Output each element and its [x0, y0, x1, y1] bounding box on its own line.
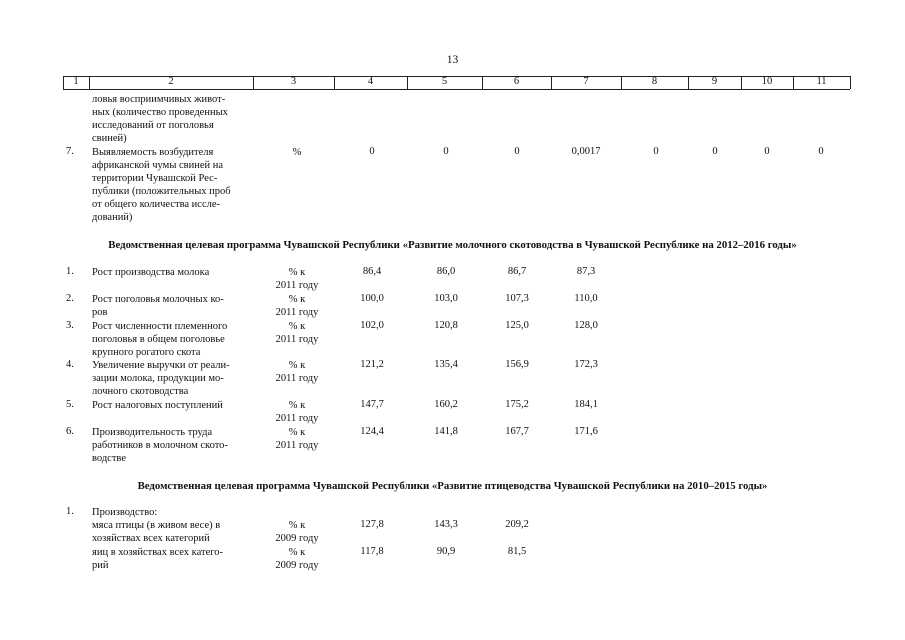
table-cell: 87,3 [576, 266, 596, 277]
table-cell: 172,3 [574, 359, 598, 370]
row-description: Увеличение выручки от реали- зации молока, продукции мо- лочного скотоводства [92, 360, 230, 397]
table-cell: 135,4 [434, 359, 458, 370]
table-cell: 117,8 [360, 546, 384, 557]
continued-row-description: ловья восприимчивых живот- ных (количество проведенных исследований от поголовья свиней) [92, 94, 228, 144]
table-cell: 103,0 [434, 293, 458, 304]
table-cell: 0,0017 [571, 146, 601, 157]
row-index: 1. [66, 266, 74, 277]
table-cell: 120,8 [434, 320, 458, 331]
table-cell: 209,2 [505, 519, 529, 530]
table-cell: 86,4 [362, 266, 382, 277]
row-description: Рост производства молока [92, 267, 210, 278]
row-unit: % к 2011 году [275, 427, 319, 451]
column-header: 2 [168, 76, 174, 87]
table-cell: 141,8 [434, 426, 458, 437]
row-index: 4. [66, 359, 74, 370]
row-description: Производительность труда работников в молочном ското- водстве [92, 427, 228, 464]
row-description: Рост налоговых поступлений [92, 400, 223, 411]
column-header: 5 [441, 76, 448, 87]
table-cell: 0 [443, 146, 449, 157]
table-cell: 0 [764, 146, 770, 157]
row-unit: % к 2011 году [275, 294, 319, 318]
row-index: 7. [66, 146, 74, 157]
table-cell: 127,8 [360, 519, 384, 530]
table-cell: 121,2 [360, 359, 384, 370]
table-cell: 128,0 [574, 320, 598, 331]
table-header-bottom-rule [63, 89, 850, 90]
table-cell: 171,6 [574, 426, 598, 437]
row-heading: Производство: [92, 507, 158, 518]
section-title: Ведомственная целевая программа Чувашской Республики «Развитие молочного скотоводства в Чувашской Республике на 2012–2016 годы» [108, 239, 797, 251]
table-cell: 102,0 [360, 320, 384, 331]
row-unit: % к 2011 году [275, 267, 319, 291]
table-cell: 110,0 [574, 293, 598, 304]
table-cell: 86,0 [436, 266, 456, 277]
row-description: Рост численности племенного поголовья в общем поголовье крупного рогатого скота [92, 321, 228, 358]
row-index: 1. [66, 506, 74, 517]
column-header: 9 [711, 76, 718, 87]
table-cell: 124,4 [360, 426, 384, 437]
column-header: 8 [651, 76, 658, 87]
table-cell: 0 [514, 146, 520, 157]
row-index: 6. [66, 426, 74, 437]
table-cell: 156,9 [505, 359, 529, 370]
column-header: 10 [761, 76, 773, 87]
column-header: 6 [513, 76, 520, 87]
table-cell: 143,3 [434, 519, 458, 530]
row-unit: % к 2011 году [275, 321, 319, 345]
row-unit: % к 2009 году [275, 520, 319, 544]
table-cell: 184,1 [574, 399, 598, 410]
table-header-divider [850, 76, 851, 89]
row-unit: % [292, 147, 302, 158]
column-header: 7 [583, 76, 589, 87]
table-cell: 81,5 [507, 546, 527, 557]
column-header: 11 [816, 76, 827, 87]
table-cell: 147,7 [360, 399, 384, 410]
page-number: 13 [446, 54, 459, 66]
row-description: Рост поголовья молочных ко- ров [92, 294, 224, 318]
table-cell: 160,2 [434, 399, 458, 410]
table-cell: 86,7 [507, 266, 527, 277]
row-description: мяса птицы (в живом весе) в хозяйствах всех категорий [92, 520, 221, 544]
table-cell: 175,2 [505, 399, 529, 410]
table-cell: 100,0 [360, 293, 384, 304]
row-unit: % к 2011 году [275, 400, 319, 424]
row-unit: % к 2011 году [275, 360, 319, 384]
table-cell: 0 [712, 146, 718, 157]
row-index: 3. [66, 320, 74, 331]
table-cell: 107,3 [505, 293, 529, 304]
row-description: яиц в хозяйствах всех катего- рий [92, 547, 224, 571]
column-header: 3 [290, 76, 297, 87]
table-cell: 0 [818, 146, 824, 157]
section-title: Ведомственная целевая программа Чувашской Республики «Развитие птицеводства Чувашской Республики на 2010–2015 годы» [137, 480, 768, 492]
row-index: 5. [66, 399, 74, 410]
table-cell: 0 [653, 146, 659, 157]
row-description: Выявляемость возбудителя африканской чумы свиней на территории Чувашской Рес- публики (положительных проб от общего количества иссле- дований) [92, 147, 231, 223]
table-cell: 167,7 [505, 426, 529, 437]
row-index: 2. [66, 293, 74, 304]
column-header: 4 [367, 76, 374, 87]
table-cell: 0 [369, 146, 375, 157]
table-cell: 90,9 [436, 546, 456, 557]
row-unit: % к 2009 году [275, 547, 319, 571]
table-cell: 125,0 [505, 320, 529, 331]
column-header: 1 [73, 76, 79, 87]
